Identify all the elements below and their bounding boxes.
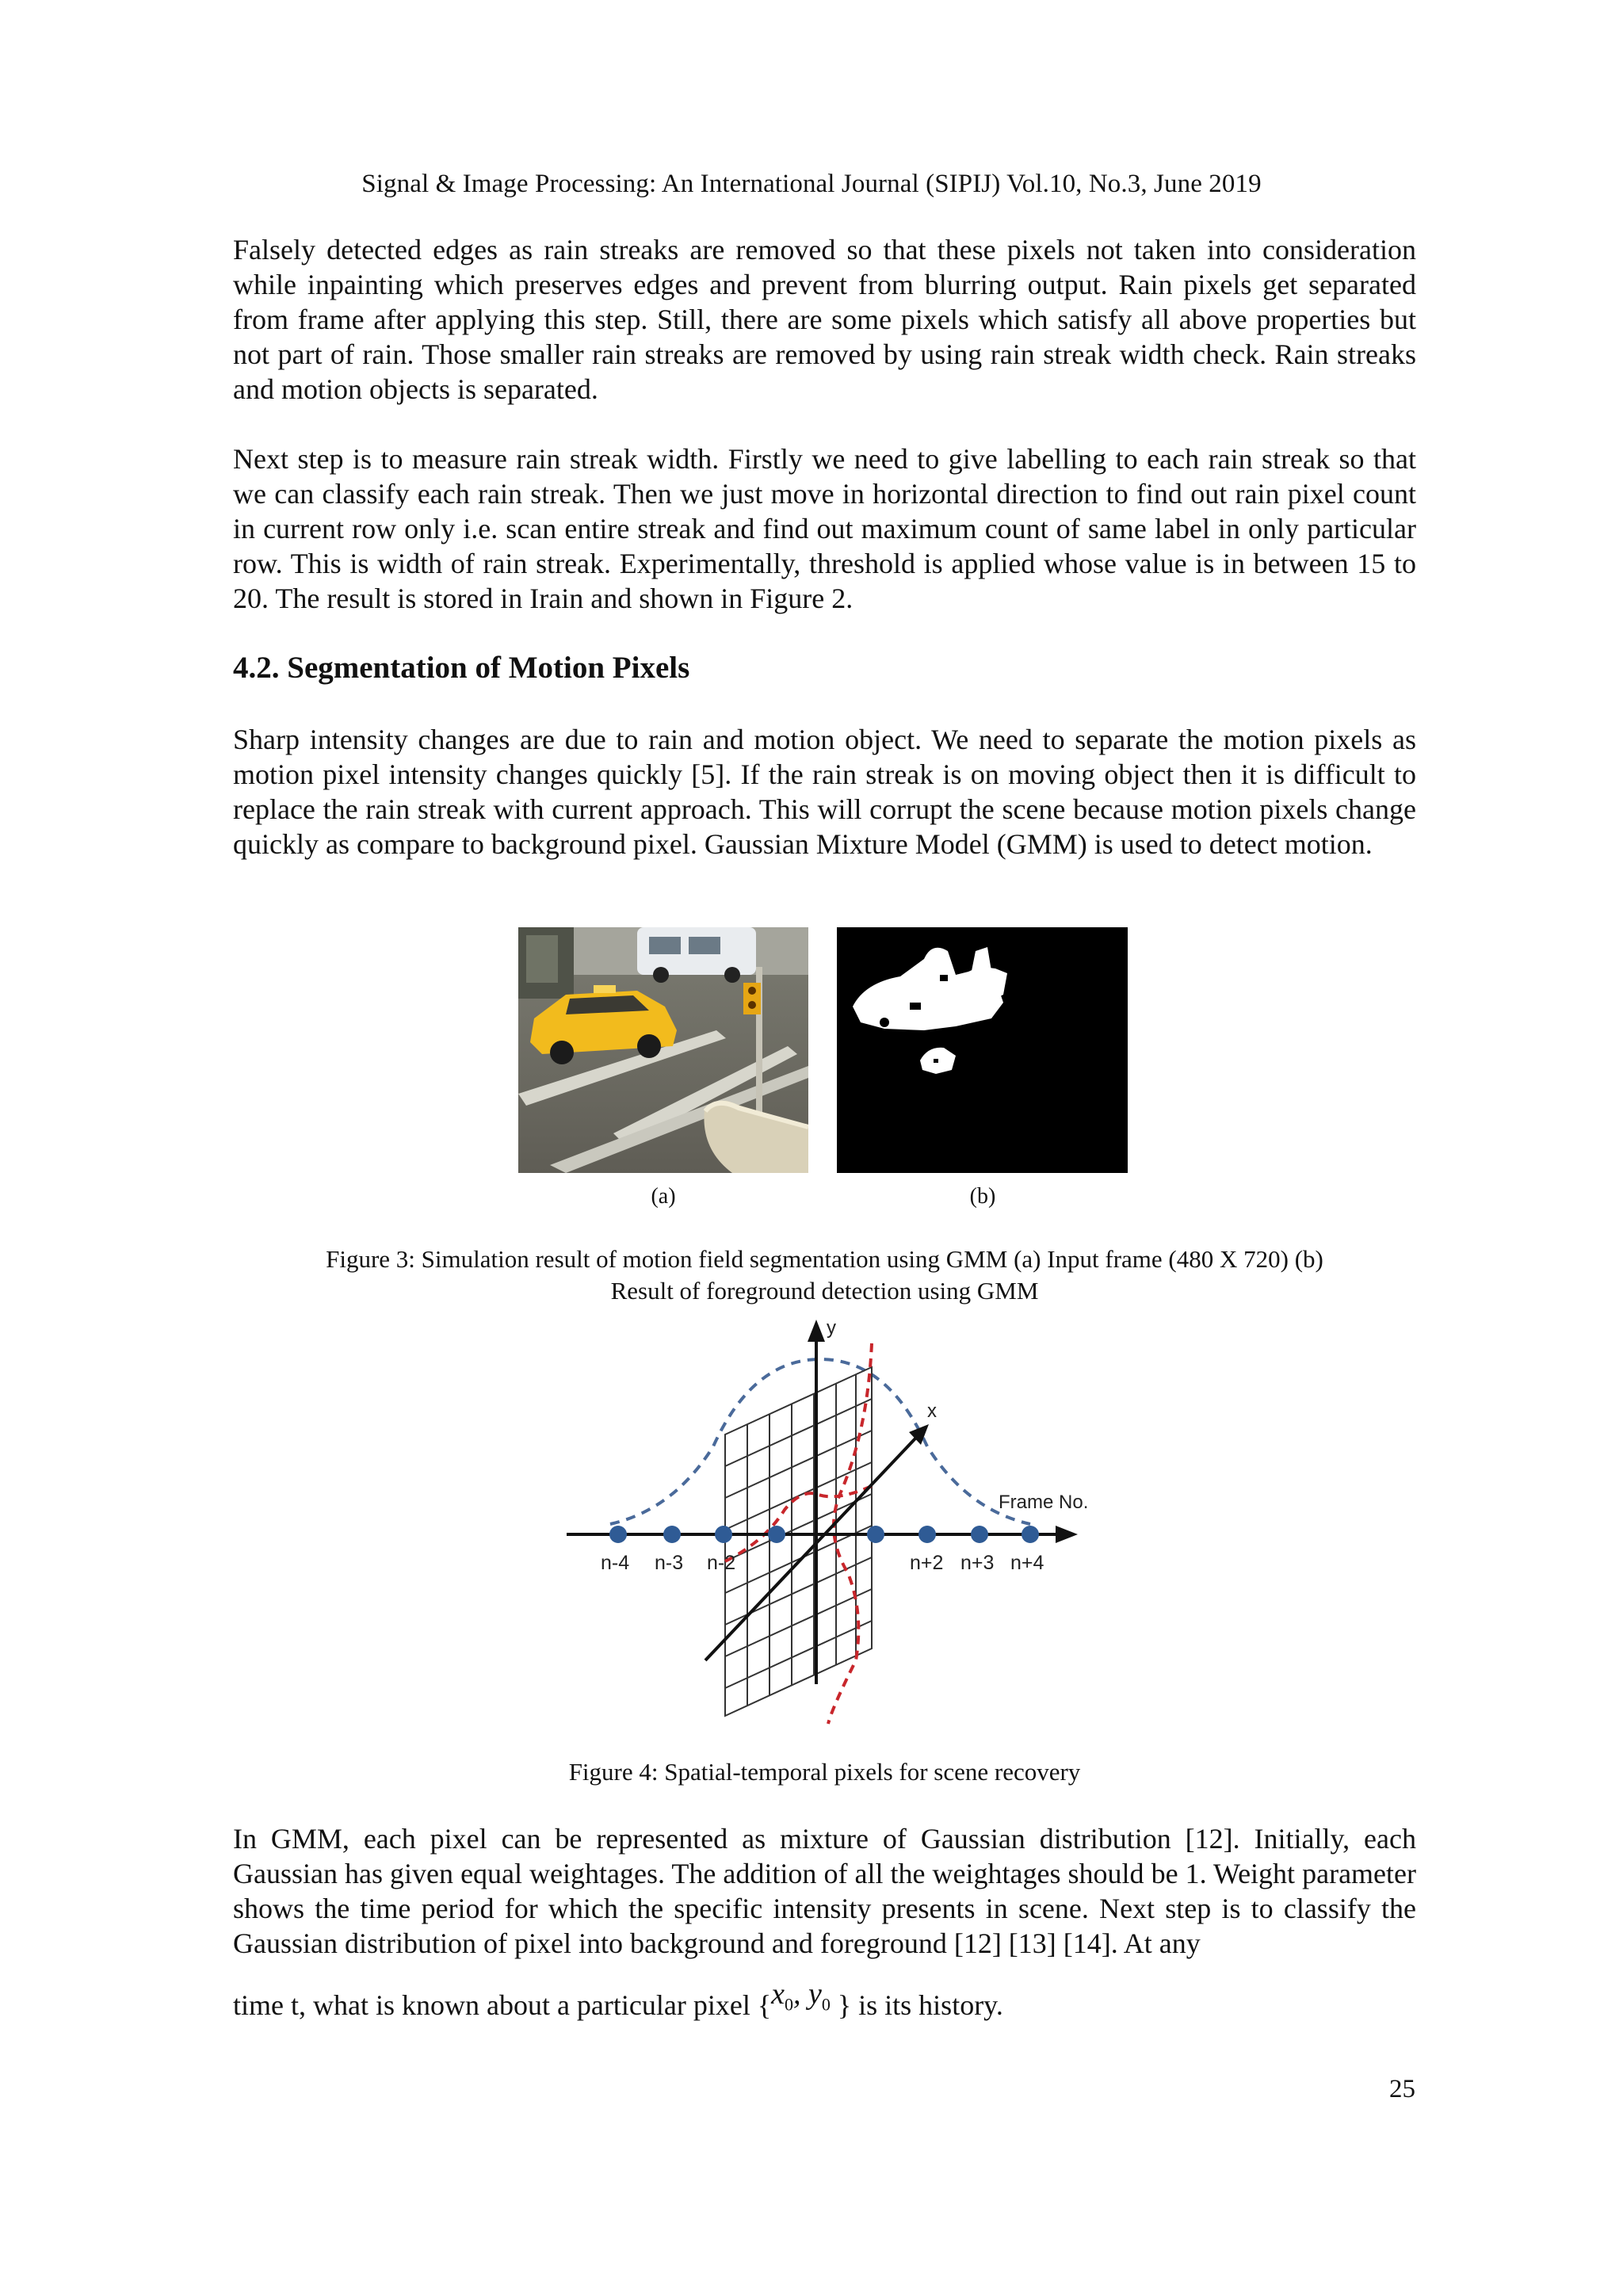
y-axis-arrow [808,1320,825,1342]
tick-label-n-4: n-4 [601,1552,630,1574]
frame-axis-arrow [1056,1526,1078,1543]
tick-label-n-3: n-3 [655,1552,684,1574]
figure-3-caption [233,1244,1416,1307]
spatial-grid-plane [725,1367,872,1716]
section-heading: 4.2. Segmentation of Motion Pixels [233,651,690,685]
figure-3a-label: (a) [651,1184,676,1209]
paragraph-5-post: } is its history. [830,1989,1003,2021]
figure-3a-input-frame-image [518,927,808,1173]
y-axis-label: y [827,1317,836,1339]
page-number: 25 [1389,2075,1415,2103]
paragraph-5 [233,1977,1416,2034]
math-x: x [771,1977,785,2011]
running-header: Signal & Image Processing: An International Journal (SIPIJ) Vol.10, No.3, June 2019 [361,170,1262,198]
figure-3-caption-line-2: Result of foreground detection using GMM [610,1277,1039,1305]
tick-label-n+4: n+4 [1010,1552,1044,1574]
x-axis-line [705,1438,915,1660]
figure-4-caption: Figure 4: Spatial-temporal pixels for scene recovery [568,1758,1081,1786]
math-y-sub: 0 [821,1994,831,2015]
paragraph-4: In GMM, each pixel can be represented as mixture of Gaussian distribution [12]. Initially, each Gaussian has given equal weightages. The addition of all the weightages should be 1. Weight parameter shows the time period for which the specific intensity presents in scene. Next step is to classify the Gaussian distribution of pixel into background and foreground [12] [13] [14]. At any [233,1823,1416,1959]
figure-3b-label: (b) [969,1184,996,1209]
paragraph-3: Sharp intensity changes are due to rain and motion object. We need to separate the motion pixels as motion pixel intensity changes quickly [5]. If the rain streak is on moving object then it is difficult to replace the rain streak with current approach. This will corrupt the scene because motion pixels change quickly as compare to background pixel. Gaussian Mixture Model (GMM) is used to detect motion. [233,724,1416,860]
x-axis-label: x [927,1400,937,1422]
math-x0 [771,1977,831,2015]
math-y: y [808,1977,822,2011]
figure-3b-foreground-mask-image [837,927,1128,1173]
tick-label-n+3: n+3 [960,1552,995,1574]
paragraph-2: Next step is to measure rain streak width. Firstly we need to give labelling to each rain streak so that we can classify each rain streak. Then we just move in horizontal direction to find out rain pixel count in current row only i.e. scan entire streak and find out maximum count of same label in only particular row. This is width of rain streak. Experimentally, threshold is applied whose value is in between 15 to 20. The result is stored in Irain and shown in Figure 2. [233,443,1416,614]
math-x-sub: 0 [785,1994,793,2015]
figure-3-caption-line-1: Figure 3: Simulation result of motion field segmentation using GMM (a) Input frame (480 X 720) (b) [326,1245,1323,1273]
frame-axis-label: Frame No. [999,1492,1089,1513]
paragraph-1: Falsely detected edges as rain streaks are removed so that these pixels not taken into consideration while inpainting which preserves edges and prevent from blurring output. Rain pixels get separated from frame after applying this step. Still, there are some pixels which satisfy all above properties but not part of rain. Those smaller rain streaks are removed by using rain streak width check. Rain streaks and motion objects is separated. [233,234,1416,405]
gaussian-curve [610,1359,1030,1524]
tick-label-n-2: n-2 [707,1552,736,1574]
math-comma: , [793,1977,808,2011]
tick-label-n+2: n+2 [910,1552,944,1574]
paragraph-5-pre: time t, what is known about a particular pixel { [233,1989,772,2021]
figure-4-diagram [555,1312,1109,1740]
